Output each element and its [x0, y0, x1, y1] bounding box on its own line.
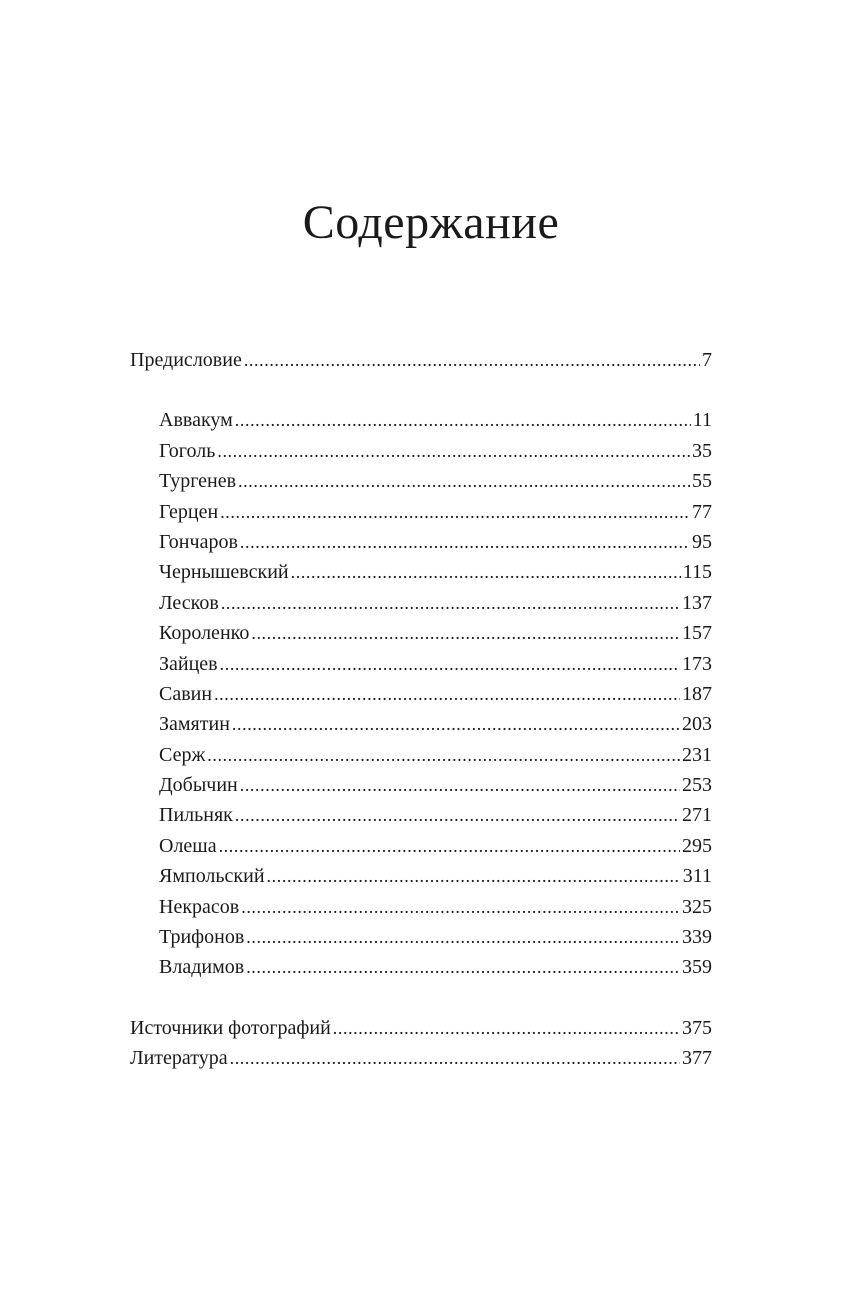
dot-leader	[240, 770, 680, 800]
toc-entry-label: Герцен	[159, 500, 219, 523]
toc-entry-label: Некрасов	[159, 895, 240, 918]
toc-entry[interactable]	[130, 800, 712, 830]
toc-entry[interactable]	[130, 831, 712, 861]
toc-entry-page: 7	[702, 349, 712, 371]
toc-entry-label: Олеша	[159, 834, 217, 857]
dot-leader	[230, 1043, 680, 1073]
toc-entry-label: Ямпольский	[159, 865, 265, 888]
toc-entry-label: Трифонов	[159, 926, 245, 949]
toc-entry-label: Источники фотографий	[130, 1016, 331, 1039]
dot-leader	[214, 679, 680, 709]
toc-entry[interactable]	[130, 770, 712, 800]
toc-entry-page: 295	[682, 834, 712, 857]
toc-entry-page: 203	[682, 713, 712, 736]
toc-entry-label: Замятин	[159, 713, 230, 736]
toc-entry-page: 35	[692, 439, 712, 462]
toc-entry[interactable]	[130, 952, 712, 982]
dot-leader	[246, 952, 680, 982]
toc-entry[interactable]	[130, 922, 712, 952]
toc-entry-bibliography[interactable]	[130, 1043, 712, 1073]
toc-entry-page: 325	[682, 895, 712, 918]
dot-leader	[221, 588, 680, 618]
dot-leader	[232, 709, 680, 739]
toc-entry[interactable]	[130, 892, 712, 922]
toc-entry-label: Савин	[159, 682, 213, 705]
toc-entry-page: 253	[682, 774, 712, 797]
toc-entry-label: Добычин	[159, 774, 238, 797]
toc-entry-page: 231	[682, 743, 712, 766]
toc-entry[interactable]	[130, 709, 712, 739]
dot-leader	[220, 649, 680, 679]
toc-entry-page: 311	[682, 865, 712, 888]
toc-entry[interactable]	[130, 497, 712, 527]
back-matter-list	[130, 1013, 712, 1074]
dot-leader	[238, 466, 690, 496]
dot-leader	[246, 922, 680, 952]
toc-entry-page: 359	[682, 956, 712, 979]
chapter-list	[130, 405, 712, 982]
toc-entry[interactable]	[130, 861, 712, 891]
toc-entry-label: Чернышевский	[159, 561, 289, 584]
dot-leader	[220, 497, 690, 527]
toc-entry-label: Предисловие	[130, 349, 242, 371]
toc-entry-photo-sources[interactable]	[130, 1013, 712, 1043]
section-spacer	[130, 983, 712, 1013]
toc-entry[interactable]	[130, 649, 712, 679]
toc-entry-label: Короленко	[159, 622, 250, 645]
toc-entry[interactable]	[130, 618, 712, 648]
table-of-contents	[130, 345, 712, 1074]
toc-entry-page: 95	[692, 530, 712, 553]
toc-entry-label: Гоголь	[159, 439, 216, 462]
toc-entry[interactable]	[130, 405, 712, 435]
toc-entry-label: Зайцев	[159, 652, 218, 675]
toc-entry[interactable]	[130, 436, 712, 466]
toc-entry[interactable]	[130, 588, 712, 618]
dot-leader	[244, 345, 700, 375]
toc-entry-label: Литература	[130, 1047, 228, 1070]
toc-entry-label: Владимов	[159, 956, 245, 979]
toc-entry-label: Тургенев	[159, 470, 237, 493]
toc-entry-page: 11	[692, 409, 712, 432]
dot-leader	[241, 892, 680, 922]
toc-entry-page: 377	[682, 1047, 712, 1070]
dot-leader	[333, 1013, 680, 1043]
toc-entry-page: 137	[682, 591, 712, 614]
toc-entry-label: Аввакум	[159, 409, 233, 432]
toc-entry-page: 55	[692, 470, 712, 493]
toc-entry-page: 375	[682, 1016, 712, 1039]
toc-entry-page: 339	[682, 926, 712, 949]
dot-leader	[251, 618, 680, 648]
dot-leader	[240, 527, 690, 557]
toc-entry-page: 77	[692, 500, 712, 523]
dot-leader	[291, 557, 681, 587]
dot-leader	[219, 831, 680, 861]
dot-leader	[235, 800, 680, 830]
dot-leader	[207, 740, 680, 770]
dot-leader	[267, 861, 681, 891]
toc-entry-page: 157	[682, 622, 712, 645]
toc-entry-page: 187	[682, 682, 712, 705]
toc-entry-label: Серж	[159, 743, 206, 766]
section-spacer	[130, 375, 712, 405]
toc-entry-label: Пильняк	[159, 804, 233, 827]
dot-leader	[235, 405, 691, 435]
toc-entry-page: 115	[682, 561, 712, 584]
toc-entry[interactable]	[130, 466, 712, 496]
toc-entry-preface[interactable]	[130, 345, 712, 375]
toc-entry-label: Лесков	[159, 591, 219, 614]
toc-entry[interactable]	[130, 679, 712, 709]
toc-entry-label: Гончаров	[159, 530, 238, 553]
dot-leader	[217, 436, 690, 466]
page-title: Содержание	[302, 196, 560, 250]
toc-entry[interactable]	[130, 527, 712, 557]
toc-entry-page: 271	[682, 804, 712, 827]
toc-entry[interactable]	[130, 557, 712, 587]
toc-entry-page: 173	[682, 652, 712, 675]
toc-entry[interactable]	[130, 740, 712, 770]
